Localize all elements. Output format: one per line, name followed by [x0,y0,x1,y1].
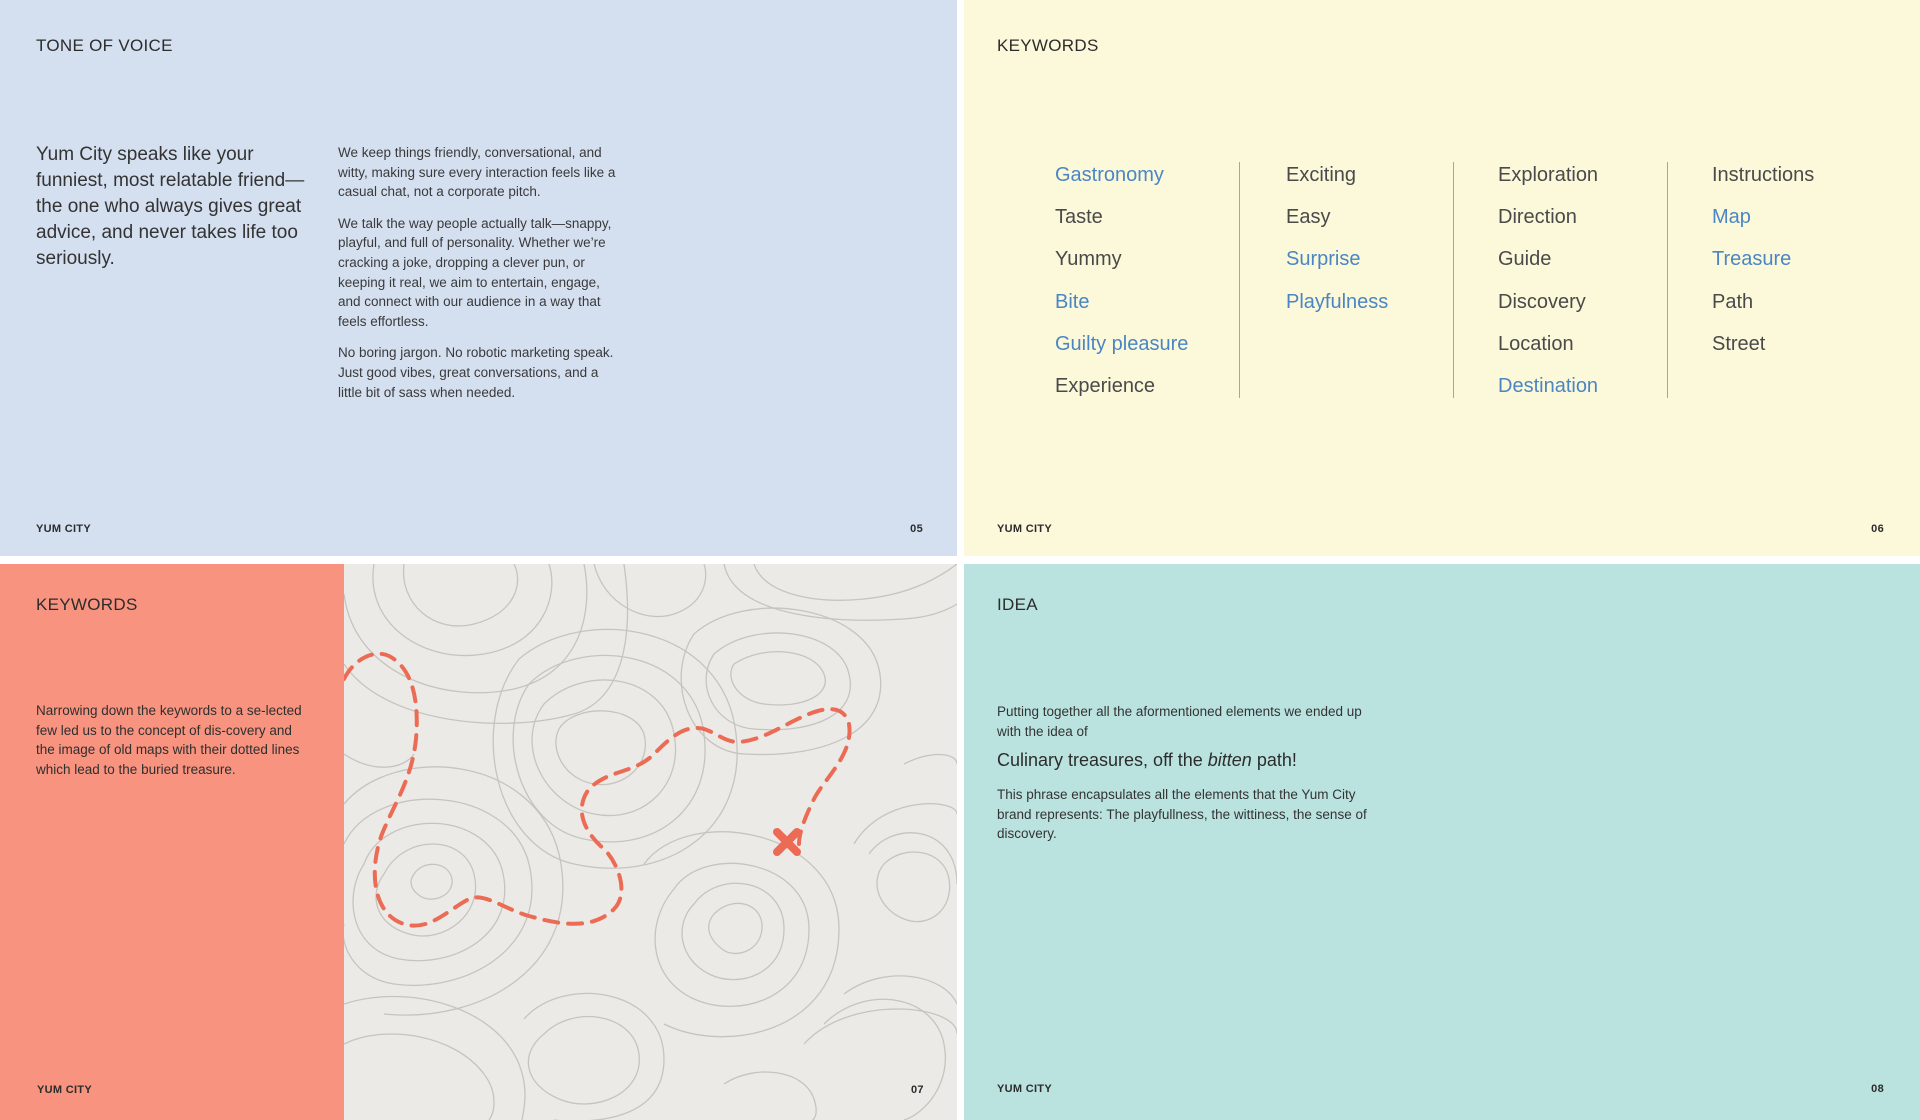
slide-heading: KEYWORDS [36,595,138,614]
slide-heading: KEYWORDS [997,36,1099,55]
tone-paragraph: No boring jargon. No robotic marketing speak. Just good vibes, great conversations, and a little bit of sass when needed. [338,345,614,400]
keyword: Easy [1286,206,1331,229]
slide-keywords [964,0,1920,556]
page-number: 07 [911,1084,924,1096]
page-number: 05 [910,523,923,535]
tone-paragraph: We keep things friendly, conversational, and witty, making sure every interaction feels like a casual chat, not a corporate pitch. [338,145,616,200]
keyword: Instructions [1712,164,1815,186]
keyword: Guide [1498,248,1552,271]
tone-body [338,143,616,414]
keyword-column [1055,160,1188,413]
topographic-map [344,564,957,1120]
page-number: 06 [1871,523,1884,535]
keyword: Map [1712,206,1751,229]
slide-keywords-map [0,564,957,1120]
tone-paragraph: We talk the way people actually talk—snappy, playful, and full of personality. Whether we’re cracking a joke, dropping a clever pun, or keeping it real, we aim to entertain, engage, and connect with our audience in a way that feels effortless. [338,215,612,329]
keyword: Discovery [1498,290,1586,313]
keyword: Path [1712,290,1754,313]
keyword-column [1712,160,1814,371]
keyword: Location [1498,332,1574,355]
idea-tagline [997,750,1297,771]
keyword: Gastronomy [1055,164,1164,186]
keyword: Direction [1498,206,1577,229]
keyword: Surprise [1286,248,1361,271]
keywords-map-body: Narrowing down the keywords to a se-lected few led us to the concept of dis-covery and the image of old maps with their dotted lines which lead to the buried treasure. [36,703,302,777]
treasure-x-icon [777,832,797,852]
keyword: Exciting [1286,164,1357,186]
page-number: 08 [1871,1083,1884,1095]
keyword-column [1286,160,1388,329]
slide-heading: TONE OF VOICE [36,36,173,55]
treasure-path [344,654,850,926]
keyword: Treasure [1712,248,1792,271]
keyword: Street [1712,332,1766,355]
tagline-end: path! [1251,750,1297,770]
idea-intro: Putting together all the aformentioned elements we ended up with the idea of [997,704,1362,739]
keyword: Taste [1055,206,1103,229]
tagline-emphasis: bitten [1207,750,1252,770]
tone-lead-text: Yum City speaks like your funniest, most relatable friend—the one who always gives great advice, and never takes life too seriously. [36,144,305,269]
brand-label: YUM CITY [997,1083,1052,1095]
keyword: Experience [1055,374,1156,397]
tagline-start: Culinary treasures, off the [997,750,1208,770]
column-divider [1239,162,1240,398]
keyword: Guilty pleasure [1055,332,1189,355]
slide-tone-of-voice [0,0,957,556]
brand-label: YUM CITY [997,523,1052,535]
keyword: Destination [1498,374,1599,397]
topographic-map-image [344,564,957,1120]
idea-description: This phrase encapsulates all the elements that the Yum City brand represents: The playfullness, the wittiness, the sense of discovery. [997,787,1367,842]
column-divider [1453,162,1454,398]
keyword: Exploration [1498,164,1599,186]
slide-heading: IDEA [997,595,1038,614]
keyword: Playfulness [1286,290,1389,313]
column-divider [1667,162,1668,398]
contour-lines [344,564,957,1120]
keyword-column [1498,160,1598,413]
brand-label: YUM CITY [37,1084,92,1096]
slide-idea [964,564,1920,1120]
keyword: Yummy [1055,248,1122,271]
keyword: Bite [1055,290,1090,313]
brand-label: YUM CITY [36,523,91,535]
